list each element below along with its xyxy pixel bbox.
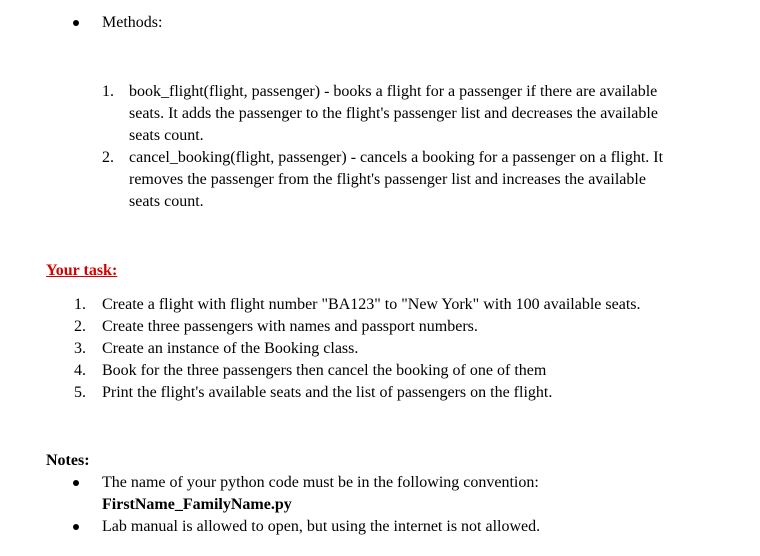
note-1-filename: FirstName_FamilyName.py xyxy=(102,496,292,513)
method-1-line-1: book_flight(flight, passenger) - books a flight for a passenger if there are available xyxy=(129,83,658,100)
task-4-text: Book for the three passengers then cancel the booking of one of them xyxy=(102,362,547,379)
task-2-text: Create three passengers with names and passport numbers. xyxy=(102,318,478,335)
task-3-number: 3. xyxy=(74,340,86,357)
task-5-number: 5. xyxy=(74,384,86,401)
method-1-line-2: seats. It adds the passenger to the flight's passenger list and decreases the available xyxy=(129,105,658,122)
notes-heading: Notes: xyxy=(46,452,90,469)
task-5-text: Print the flight's available seats and the list of passengers on the flight. xyxy=(102,384,553,401)
note-2-text: Lab manual is allowed to open, but using the internet is not allowed. xyxy=(102,518,541,535)
note-2-bullet-icon xyxy=(73,524,79,530)
method-2-number: 2. xyxy=(102,149,114,166)
methods-heading: Methods: xyxy=(102,14,163,31)
note-1-text: The name of your python code must be in the following convention: xyxy=(102,474,539,491)
task-heading: Your task: xyxy=(46,262,118,279)
task-1-number: 1. xyxy=(74,296,86,313)
method-2-line-3: seats count. xyxy=(129,193,204,210)
methods-bullet-icon xyxy=(73,20,79,26)
task-2-number: 2. xyxy=(74,318,86,335)
method-2-line-2: removes the passenger from the flight's passenger list and increases the available xyxy=(129,171,646,188)
task-1-text: Create a flight with flight number "BA123" to "New York" with 100 available seats. xyxy=(102,296,641,313)
task-3-text: Create an instance of the Booking class. xyxy=(102,340,359,357)
method-1-line-3: seats count. xyxy=(129,127,204,144)
method-2-line-1: cancel_booking(flight, passenger) - cancels a booking for a passenger on a flight. It xyxy=(129,149,664,166)
task-4-number: 4. xyxy=(74,362,86,379)
method-1-number: 1. xyxy=(102,83,114,100)
note-1-bullet-icon xyxy=(73,480,79,486)
